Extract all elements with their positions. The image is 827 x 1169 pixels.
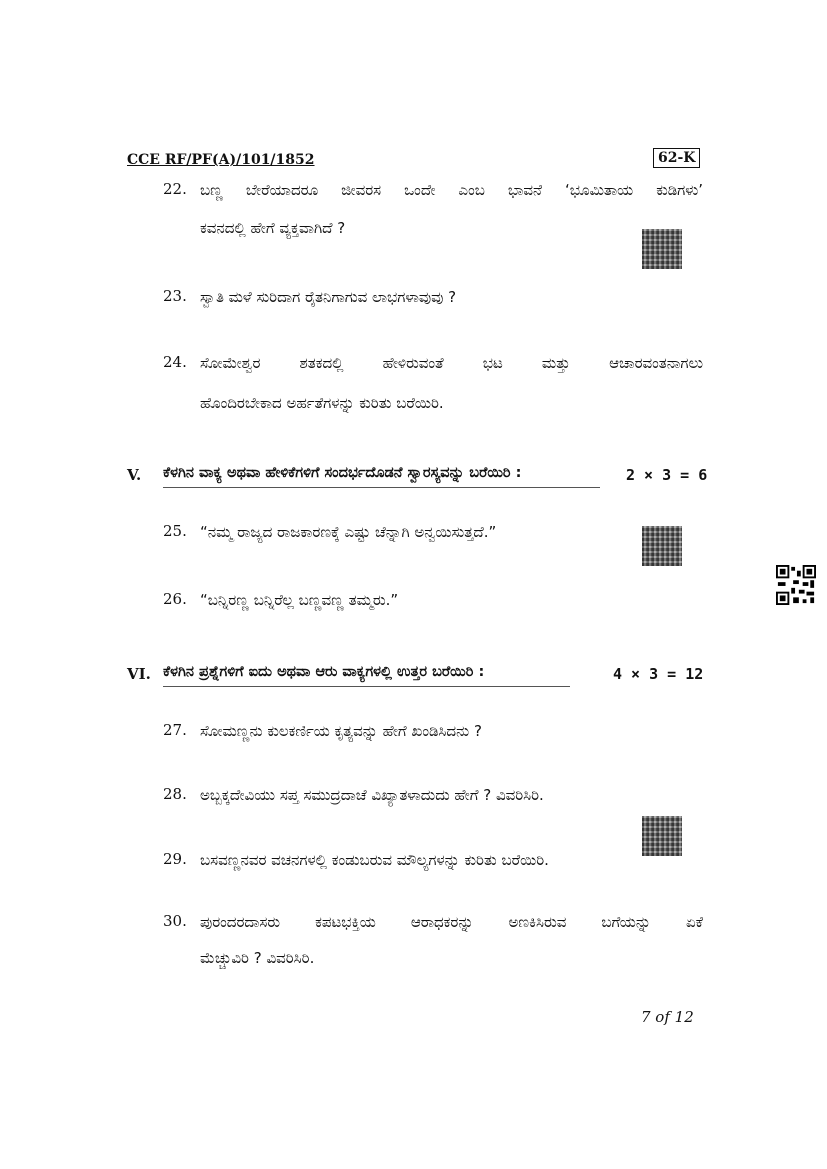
exam-code: CCE RF/PF(A)/101/1852	[127, 152, 315, 168]
question-text: “ನಮ್ಮ ರಾಜ್ಯದ ರಾಜಕಾರಣಕ್ಕೆ ಎಷ್ಟು ಚೆನ್ನಾಗಿ ಅನ್ವಯಿಸುತ್ತದೆ.”	[200, 523, 497, 541]
question-number: 27.	[163, 721, 187, 739]
question-number: 25.	[163, 522, 187, 540]
question-text: ಸ್ವಾತಿ ಮಳೆ ಸುರಿದಾಗ ರೈತನಿಗಾಗುವ ಲಾಭಗಳಾವುವು ?	[200, 288, 457, 306]
question-number: 23.	[163, 287, 187, 305]
question-text: ಬಣ್ಣ ಬೇರೆಯಾದರೂ ಜೀವರಸ ಒಂದೇ ಎಂಬ ಭಾವನೆ ‘ಭೂಮಿತಾಯ ಕುಡಿಗಳು’	[200, 181, 703, 199]
question-number: 30.	[163, 912, 187, 930]
section-heading: ಕೆಳಗಿನ ವಾಕ್ಯ ಅಥವಾ ಹೇಳಿಕೆಗಳಿಗೆ ಸಂದರ್ಭದೊಡನೆ ಸ್ವಾರಸ್ಯವನ್ನು ಬರೆಯಿರಿ :	[163, 465, 600, 488]
section-marks: 4 × 3 = 12	[613, 665, 704, 683]
section-heading: ಕೆಳಗಿನ ಪ್ರಶ್ನೆಗಳಿಗೆ ಐದು ಅಥವಾ ಆರು ವಾಕ್ಯಗಳಲ್ಲಿ ಉತ್ತರ ಬರೆಯಿರಿ :	[163, 664, 570, 687]
qr-code-icon	[642, 229, 682, 269]
question-number: 22.	[163, 180, 187, 198]
question-text: ಸೋಮೇಶ್ವರ ಶತಕದಲ್ಲಿ ಹೇಳಿರುವಂತೆ ಭಟ ಮತ್ತು ಆಚಾರವಂತನಾಗಲು	[200, 354, 703, 372]
question-number: 24.	[163, 353, 187, 371]
question-number: 29.	[163, 850, 187, 868]
section-number: V.	[127, 466, 142, 484]
question-number: 28.	[163, 785, 187, 803]
page-number: 7 of 12	[641, 1008, 694, 1026]
section-marks: 2 × 3 = 6	[626, 466, 708, 484]
qr-code-icon	[642, 526, 682, 566]
section-number: VI.	[127, 665, 151, 683]
question-text: ಪುರಂದರದಾಸರು ಕಪಟಭಕ್ತಿಯ ಆರಾಧಕರನ್ನು ಅಣಕಿಸಿರುವ ಬಗೆಯನ್ನು ಏಕೆ	[200, 913, 703, 931]
question-text: “ಬನ್ನಿರಣ್ಣ ಬನ್ನಿರೆಲ್ಲ ಬಣ್ಣವಣ್ಣ ತಮ್ಮರು.”	[200, 591, 399, 609]
question-text: ಬಸವಣ್ಣನವರ ವಚನಗಳಲ್ಲಿ ಕಂಡುಬರುವ ಮೌಲ್ಯಗಳನ್ನು ಕುರಿತು ಬರೆಯಿರಿ.	[200, 851, 549, 869]
question-number: 26.	[163, 590, 187, 608]
paper-code-box: 62-K	[653, 148, 700, 168]
question-text: ಹೊಂದಿರಬೇಕಾದ ಅರ್ಹತೆಗಳನ್ನು ಕುರಿತು ಬರೆಯಿರಿ.	[200, 394, 444, 412]
question-text: ಅಬ್ಬಕ್ಕದೇವಿಯು ಸಪ್ತ ಸಮುದ್ರದಾಚೆ ವಿಖ್ಯಾತಳಾದುದು ಹೇಗೆ ? ವಿವರಿಸಿರಿ.	[200, 786, 544, 804]
question-text: ಕವನದಲ್ಲಿ ಹೇಗೆ ವ್ಯಕ್ತವಾಗಿದೆ ?	[200, 219, 346, 237]
qr-code-icon	[776, 565, 816, 605]
question-text: ಸೋಮಣ್ಣನು ಕುಲಕರ್ಣಿಯ ಕೃತ್ಯವನ್ನು ಹೇಗೆ ಖಂಡಿಸಿದನು ?	[200, 722, 482, 740]
question-text: ಮೆಚ್ಚುವಿರಿ ? ವಿವರಿಸಿರಿ.	[200, 949, 315, 967]
